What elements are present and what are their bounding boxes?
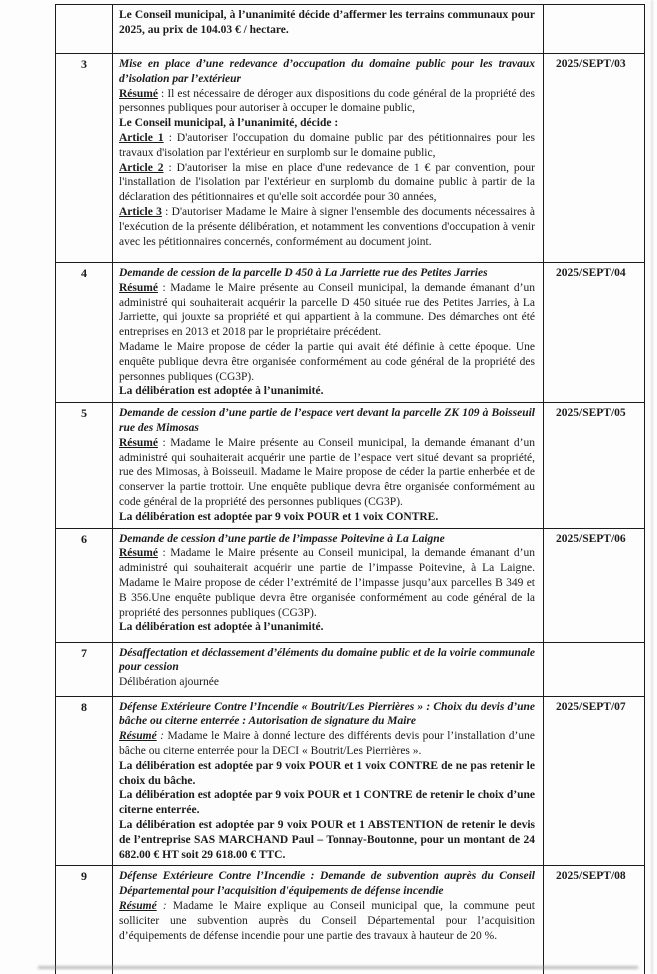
- row-date-cell: [544, 643, 644, 696]
- text-segment: La délibération est adoptée à l’unanimité.: [119, 385, 324, 398]
- text-segment: La délibération est adoptée à l’unanimité.: [119, 621, 324, 634]
- paragraph: [119, 675, 535, 690]
- paragraph: [119, 818, 535, 862]
- text-segment: : D'autoriser Madame le Maire à signer l'ensemble des documents nécessaires à l'exécution de la présente délibération, et notamment les conventions d'occupation à venir avec les pétitionnaires concernés, conformément au document joint.: [119, 205, 535, 248]
- row-number-cell: [56, 5, 113, 53]
- text-segment: Résumé: [119, 730, 157, 743]
- text-segment: : D'autoriser l'occupation du domaine public par des pétitionnaires pour les travaux d'isolation par l'extérieur en surplomb sur le domaine public,: [119, 131, 535, 159]
- text-segment: La délibération est adoptée par 9 voix POUR et 1 voix CONTRE de ne pas retenir le choix du bâche.: [119, 759, 535, 787]
- text-segment: : D'autoriser la mise en place d'une redevance de 1 € par convention, pour l'installation de l'isolation par l'extérieur en surplomb du domaine public à partir de la déclaration des pétitionnaires et qu'elle soit accordée pour 30 années,: [119, 161, 535, 204]
- text-segment: Résumé: [119, 547, 158, 560]
- row-content-cell: [113, 697, 544, 866]
- text-segment: Délibération ajournée: [119, 676, 219, 689]
- paragraph: [119, 87, 535, 117]
- text-segment: Le Conseil municipal, à l’unanimité décide d’affermer les terrains communaux pour 2025, au prix de 104.03 € / hectare.: [119, 9, 535, 36]
- text-segment: Résumé: [119, 899, 157, 912]
- row-date-cell: 2025/SEPT/04: [556, 267, 626, 279]
- paragraph: [119, 8, 535, 38]
- text-segment: Demande de cession de la parcelle D 450 à La Jarriette rue des Petites Jarries: [119, 267, 488, 279]
- paragraph: [119, 131, 535, 161]
- paragraph: [119, 532, 535, 547]
- text-segment: Résumé: [119, 436, 158, 449]
- text-segment: Désaffectation et déclassement d’éléments du domaine public et de la voirie communale pour cession: [119, 646, 535, 674]
- text-segment: Demande de cession d’une partie de l’impasse Poitevine à La Laigne: [119, 532, 445, 545]
- text-segment: Résumé: [119, 281, 158, 294]
- text-segment: Article 1: [119, 131, 164, 144]
- row-number-cell: 7: [56, 643, 113, 696]
- row-content-cell: [113, 5, 544, 53]
- text-segment: Le Conseil municipal, à l’unanimité, décide :: [119, 117, 339, 130]
- table-row: [56, 529, 644, 643]
- text-segment: : Il est nécessaire de déroger aux dispositions du code général de la propriété des personnes publiques pour autoriser à occuper le domaine public,: [119, 87, 535, 115]
- table-row: [56, 263, 644, 403]
- paragraph: [119, 646, 535, 676]
- row-number-cell: 4: [56, 263, 113, 402]
- paragraph: [119, 281, 535, 340]
- table-row: [56, 643, 644, 697]
- text-segment: Madame le Maire explique au Conseil municipal que, la commune peut solliciter une subvention auprès du Conseil Départemental pour l’acquisition d’équipements de défense incendie pour une partie des travaux à hauteur de 20 %.: [119, 899, 535, 942]
- paragraph: [119, 406, 535, 436]
- row-date-cell: 2025/SEPT/03: [556, 58, 626, 70]
- text-segment: :: [156, 730, 168, 743]
- paragraph: [119, 700, 535, 730]
- text-segment: :: [156, 899, 173, 912]
- row-date-cell: 2025/SEPT/07: [556, 700, 626, 713]
- paragraph: [119, 546, 535, 620]
- paragraph: [119, 116, 535, 131]
- paragraph: [119, 340, 535, 384]
- row-content-cell: [113, 643, 544, 696]
- text-segment: : Madame le Maire présente au Conseil municipal, la demande émanant d’un administré qui souhaiterait acquérir la parcelle D 450 située rue des Petites Jarries, à La Jarriette, qui jouxte sa propriété et qui appartient à la commune. Des démarches ont été entreprises en 2013 et 2018 par le propriétaire précédent.: [119, 281, 535, 339]
- row-content-cell: [113, 54, 544, 262]
- text-segment: La délibération est adoptée par 9 voix POUR et 1 ABSTENTION de retenir le devis de l’entreprise SAS MARCHAND Paul – Tonnay-Boutonne, pour un montant de 24 682.00 € HT soit 29 618.00 € TTC.: [119, 818, 535, 861]
- table-row: [56, 403, 644, 528]
- row-number-cell: 8: [56, 697, 113, 866]
- paragraph: [119, 620, 535, 635]
- row-content-cell: [113, 263, 544, 402]
- paragraph: [119, 869, 535, 899]
- text-segment: La délibération est adoptée par 9 voix POUR et 1 CONTRE de retenir le choix d’une citerne enterrée.: [119, 789, 535, 817]
- table-row: [56, 697, 644, 867]
- text-segment: La délibération est adoptée par 9 voix POUR et 1 voix CONTRE.: [119, 510, 439, 523]
- text-segment: Madame le Maire à donné lecture des différents devis pour l’installation d’une bâche ou citerne enterrée pour la DECI « Boutrit/Les Pierrières ».: [119, 730, 535, 757]
- row-date-cell: 2025/SEPT/08: [556, 870, 626, 883]
- row-content-cell: [113, 866, 544, 974]
- paragraph: [119, 384, 535, 399]
- row-date-cell: [544, 5, 644, 53]
- paragraph: [119, 759, 535, 789]
- text-segment: Madame le Maire propose de céder la partie qui avait été définie à cette époque. Une enquête publique devra être organisée conformément au code général de la propriété des personnes publiques (CG3P).: [119, 340, 535, 383]
- text-segment: : Madame le Maire présente au Conseil municipal, la demande émanant d’un administré qui souhaiterait acquérir une partie de l’impasse Poitevine, à La Laigne. Madame le Maire propose de céder l’extrémité de l’impasse jusqu’aux parcelles B 349 et B 356.Une enquête publique devra être organisée conformément au code général de la propriété des personnes publiques (CG3P).: [119, 547, 535, 619]
- text-segment: Article 3: [119, 205, 162, 218]
- scan-edge-bottom: [38, 966, 638, 969]
- text-segment: Mise en place d’une redevance d’occupation du domaine public pour les travaux d’isolation par l’extérieur: [119, 58, 535, 85]
- text-segment: : Madame le Maire présente au Conseil municipal, la demande émanant d’un administré qui souhaiterait acquérir une partie de l’espace vert situé devant sa propriété, rue des Mimosas, à Boisseuil. Madame le Maire propose de céder la partie enherbée et de conserver la partie trottoir. Une enquête publique devra être organisée conformément au code général de la propriété des personnes publiques (CG3P).: [119, 436, 535, 508]
- paragraph: [119, 510, 535, 525]
- row-content-cell: [113, 403, 544, 527]
- table-row: [56, 866, 644, 974]
- row-date-cell: 2025/SEPT/06: [556, 532, 626, 545]
- paragraph: [119, 729, 535, 759]
- text-segment: Défense Extérieure Contre l’Incendie « Boutrit/Les Pierrières » : Choix du devis d’une bâche ou citerne enterrée : Autorisation de signature du Maire: [119, 700, 535, 728]
- row-number-cell: 3: [56, 54, 113, 262]
- row-number-cell: 5: [56, 403, 113, 527]
- scan-edge-right: [651, 0, 653, 974]
- row-number-cell: 6: [56, 529, 113, 642]
- paragraph: [119, 436, 535, 510]
- paragraph: [119, 899, 535, 943]
- table-row: [56, 5, 644, 54]
- text-segment: Résumé: [119, 87, 158, 100]
- paragraph: [119, 205, 535, 249]
- paragraph: [119, 161, 535, 205]
- text-segment: Défense Extérieure Contre l’Incendie : Demande de subvention auprès du Conseil Départemental pour l’acquisition d'équipements de défense incendie: [119, 870, 535, 898]
- row-number-cell: 9: [56, 866, 113, 974]
- deliberation-table: [55, 4, 645, 974]
- row-content-cell: [113, 529, 544, 642]
- text-segment: Demande de cession d’une partie de l’espace vert devant la parcelle ZK 109 à Boisseuil rue des Mimosas: [119, 407, 535, 434]
- text-segment: Article 2: [119, 161, 164, 174]
- paragraph: [119, 57, 535, 87]
- paragraph: [119, 788, 535, 818]
- table-row: [56, 54, 644, 263]
- paragraph: [119, 266, 535, 281]
- row-date-cell: 2025/SEPT/05: [556, 407, 626, 420]
